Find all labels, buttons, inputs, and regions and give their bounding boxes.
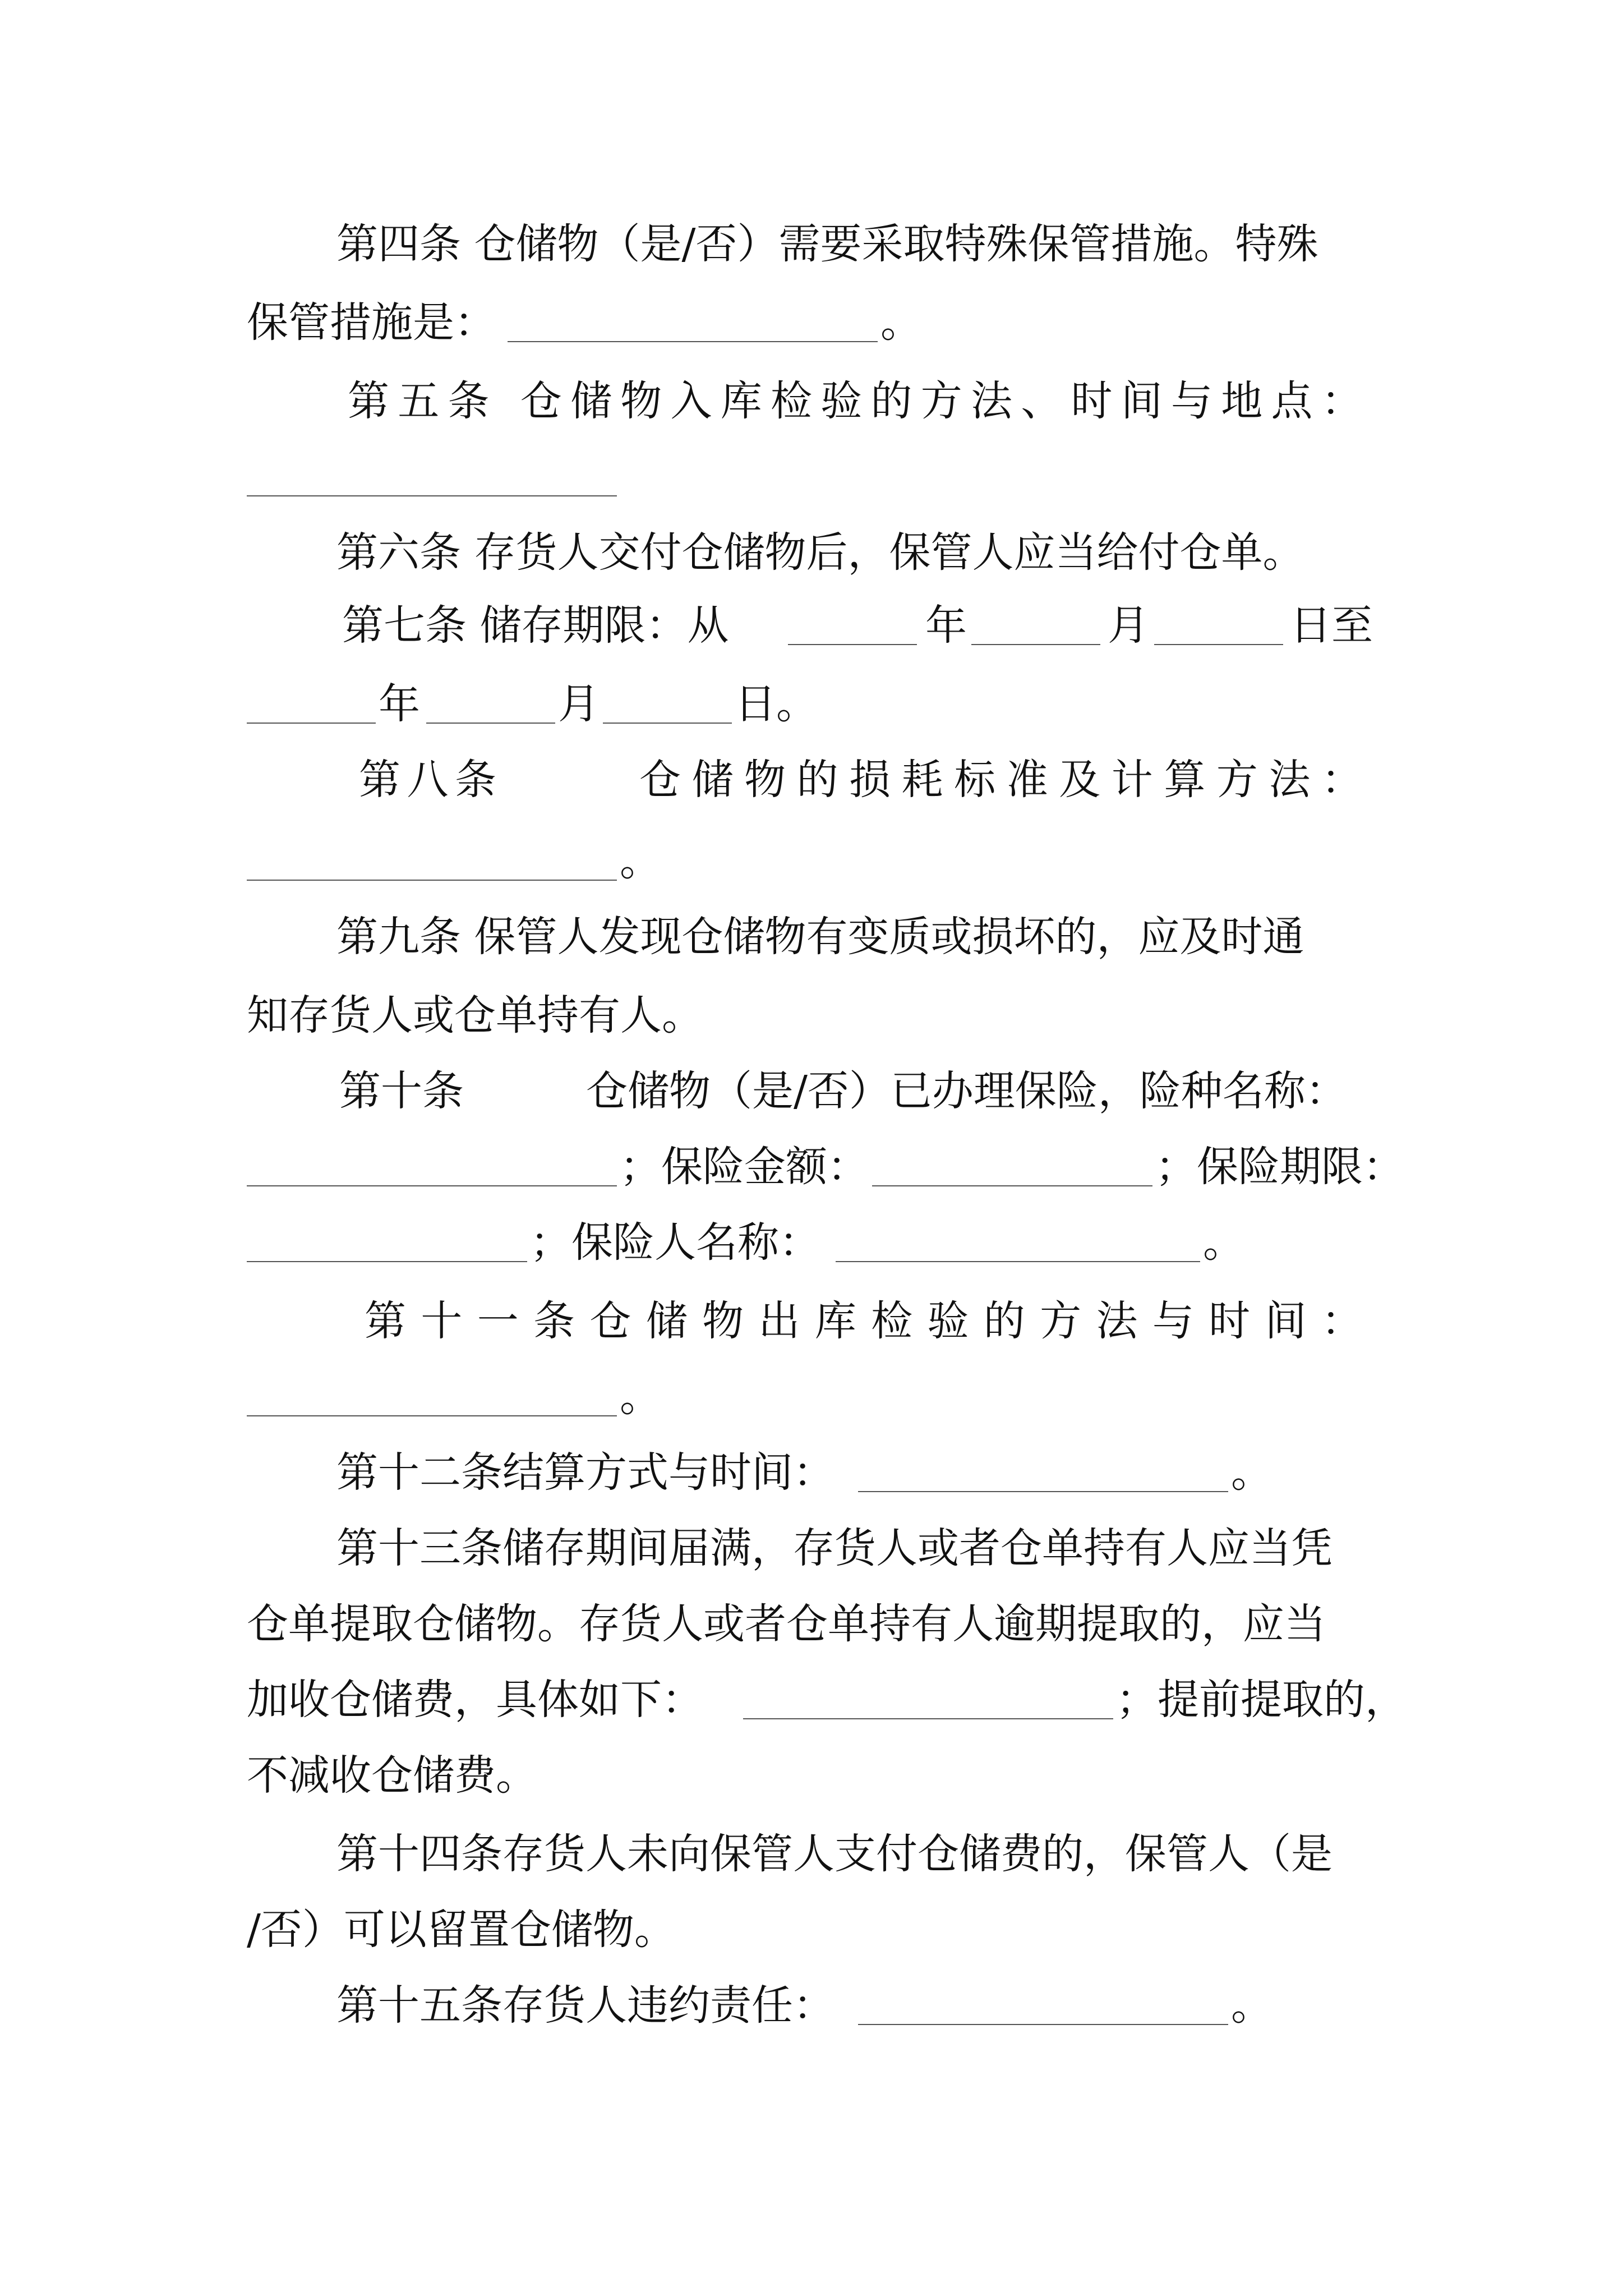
article-4-line-2 [0,286,1623,359]
article-11-char: 库 [814,1297,856,1345]
article-5-char: 检 [771,377,812,425]
article-10-blank-type [247,1185,617,1186]
article-5-char: 地 [1221,377,1263,425]
article-11-blank [247,1415,617,1416]
article-9-text: 第九条 保管人发现仓储物有变质或损坏的，应及时通 [336,913,1304,961]
article-8-char: 算 [1164,756,1206,804]
article-5-line-2 [0,440,1623,513]
article-4-end: 。 [880,298,922,347]
article-7-day-to: 日至 [1290,601,1373,650]
article-9-text-2: 知存货人或仓单持有人。 [247,991,703,1039]
article-5-char: 的 [870,377,912,425]
article-8-char: 八 [407,756,449,804]
article-5-char: 入 [670,377,712,425]
article-7-year-2: 年 [379,680,420,728]
article-7-blank-day-from [1154,644,1283,645]
article-11-char: 储 [645,1297,688,1345]
article-5-char: 间 [1121,377,1163,425]
article-5-char: ： [1321,377,1363,425]
article-13-text: 第十三条储存期间届满，存货人或者仓单持有人应当凭 [336,1524,1332,1572]
article-7-blank-year-to [247,723,376,724]
article-11-char: 的 [983,1297,1025,1345]
article-10-amount-label: ；保险金额： [620,1143,869,1191]
article-6-text: 第六条 存货人交付仓储物后，保管人应当给付仓单。 [336,528,1304,577]
article-5-char: 点 [1271,377,1313,425]
article-5-char: 仓 [520,377,562,425]
article-9-line-1 [0,900,1623,973]
article-12-label: 第十二条结算方式与时间： [336,1448,834,1497]
article-8-head [359,743,496,816]
article-10-end: 。 [1203,1218,1244,1267]
article-5-char: 与 [1171,377,1212,425]
article-8-end: 。 [620,837,661,885]
article-11-char: 方 [1040,1297,1082,1345]
article-8-char: 准 [1006,756,1048,804]
article-8-char: 储 [691,756,734,804]
article-6-line-1 [0,516,1623,589]
article-10-text: 仓储物（是/否）已办理保险，险种名称： [586,1067,1347,1115]
article-11-char: 与 [1152,1297,1194,1345]
article-8-char: ： [1321,756,1363,804]
article-5-char: 条 [448,377,490,425]
article-7-year: 年 [925,601,967,650]
article-15-end: 。 [1231,1981,1272,2030]
article-11-line-2 [0,1360,1623,1433]
article-5-blank [247,495,617,496]
article-8-char: 耗 [901,756,943,804]
article-8-char: 物 [744,756,786,804]
article-7-month: 月 [1108,601,1149,650]
article-5-char: 方 [920,377,962,425]
article-4-line-1 [0,208,1623,280]
article-5-char: 法 [971,377,1012,425]
article-14-line-1 [0,1818,1623,1890]
article-7-blank-year-from [788,644,917,645]
article-14-text-2: /否）可以留置仓储物。 [247,1906,676,1954]
article-15-label: 第十五条存货人违约责任： [336,1981,834,2030]
article-5-char: 储 [570,377,612,425]
article-11-end: 。 [620,1373,661,1421]
article-11-char: 十 [421,1297,463,1345]
article-10-period-label: ；保险期限： [1155,1143,1404,1191]
article-8-line-1 [0,743,1623,816]
article-15-line-1 [0,1969,1623,2042]
article-7-blank-month-from [971,644,1100,645]
article-11-char: 法 [1096,1297,1138,1345]
article-13-line-1 [0,1512,1623,1585]
article-11-char: 物 [702,1297,744,1345]
article-12-end: 。 [1231,1448,1272,1497]
article-7-blank-day-to [603,723,732,724]
article-8-char: 的 [796,756,838,804]
article-13-line-4 [0,1739,1623,1812]
article-13-line-2 [0,1588,1623,1660]
article-8-char: 损 [849,756,891,804]
article-10-line-2 [0,1130,1623,1203]
article-8-char: 方 [1216,756,1258,804]
article-5-line-1 [348,365,1363,438]
article-11-char: 间 [1265,1297,1307,1345]
article-10-line-1 [0,1055,1623,1128]
article-11-char: 仓 [589,1297,631,1345]
article-12-line-1 [0,1436,1623,1509]
article-8-char: 条 [455,756,496,804]
article-7-day: 日。 [735,680,818,728]
article-13-label: 加收仓储费，具体如下： [247,1676,703,1724]
article-8-char: 标 [954,756,996,804]
article-5-char: 五 [398,377,440,425]
article-8-char: 计 [1111,756,1153,804]
article-7-line-1 [0,589,1623,662]
article-13-text-2: 仓单提取仓储物。存货人或者仓单持有人逾期提取的，应当 [247,1600,1326,1648]
article-4-text: 第四条 仓储物（是/否）需要采取特殊保管措施。特殊 [336,220,1318,268]
article-8-line-2 [0,825,1623,898]
article-13-text-3: ；提前提取的， [1116,1676,1407,1724]
article-5-char: 时 [1071,377,1113,425]
article-11-char: 出 [758,1297,800,1345]
article-10-blank-insurer [836,1261,1200,1262]
article-11-char: 验 [927,1297,969,1345]
article-4-blank [508,341,878,342]
article-13-text-4: 不减收仓储费。 [247,1751,537,1800]
article-11-line-1 [365,1285,1363,1358]
article-8-char: 及 [1059,756,1101,804]
article-12-blank [858,1491,1228,1492]
article-11-char: ： [1321,1297,1363,1345]
article-5-char: 物 [620,377,662,425]
article-4-label: 保管措施是： [247,298,496,347]
article-8-char: 仓 [639,756,681,804]
article-10-blank-period [247,1261,527,1262]
article-14-line-2 [0,1893,1623,1966]
article-10-blank-amount [872,1185,1152,1186]
article-10-head: 第十条 [339,1067,464,1115]
article-7-line-2 [0,668,1623,740]
article-8-char: 第 [359,756,400,804]
article-5-char: 验 [820,377,863,425]
article-11-char: 条 [533,1297,575,1345]
article-7-month-2: 月 [558,680,600,728]
article-13-line-3 [0,1663,1623,1736]
article-7-label: 第七条 储存期限：从 [342,601,729,650]
article-9-line-2 [0,979,1623,1052]
article-5-char: 库 [720,377,762,425]
article-11-char: 时 [1209,1297,1251,1345]
article-15-blank [858,2024,1228,2025]
article-11-char: 第 [365,1297,406,1345]
article-5-char: 、 [1021,377,1063,425]
article-11-char: 检 [871,1297,913,1345]
article-8-blank [247,880,617,881]
article-13-blank [743,1718,1113,1719]
article-7-blank-month-to [426,723,555,724]
article-8-char: 法 [1269,756,1311,804]
article-8-body [639,743,1363,816]
article-10-insurer-label: ；保险人名称： [530,1218,820,1267]
article-5-char: 第 [348,377,389,425]
article-10-line-3 [0,1206,1623,1279]
article-11-char: 一 [477,1297,519,1345]
article-14-text: 第十四条存货人未向保管人支付仓储费的，保管人（是 [336,1830,1332,1878]
